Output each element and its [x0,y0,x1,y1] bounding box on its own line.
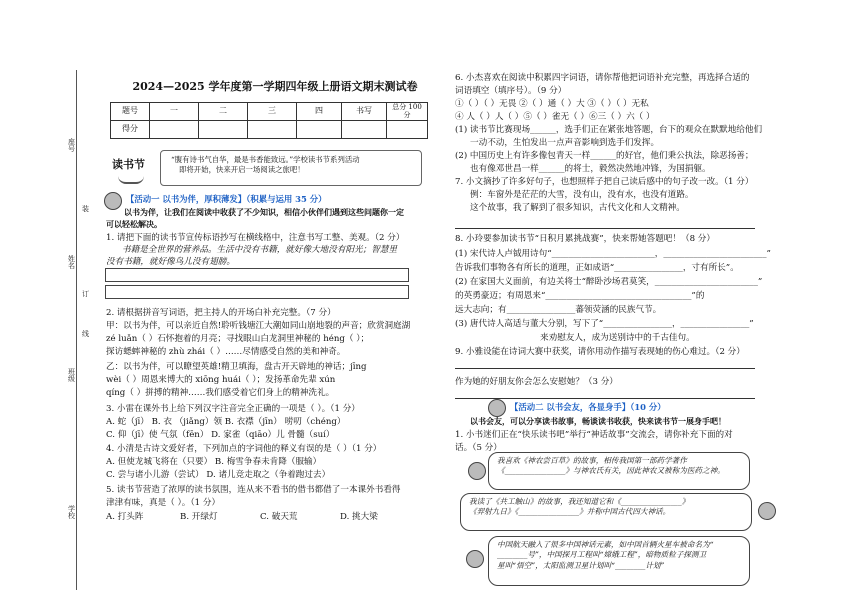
question-7-text: 这个故事，我了解到了很多知识，古代文化和人文精神。 [470,203,685,213]
student-avatar-icon [468,462,486,480]
question-6-words: ①（ ）（ ）无畏 ②（ ）通（ ）大 ③（ ）（ ）无私 [455,99,649,109]
copy-writing-grid[interactable] [105,285,409,299]
score-table [110,102,428,139]
question-1: 1. 请把下面的读书节宣传标语抄写在横线格中，注意书写工整、美观。（2 分） [106,233,405,243]
question-6-sentence: 也有像邓世昌一样______的将士，毅然决然地冲锋，为国捐躯。 [470,164,711,174]
option-d[interactable]: D. 挑大梁 [340,512,378,522]
activity2-question-1: 话。（5 分） [455,443,502,453]
question-6: 词语填空（填序号）。（9 分） [455,86,567,96]
page-title: 2024—2025 学年度第一学期四年级上册语文期末测试卷 [132,80,418,93]
question-8-text: 远大志向；有________________蕃领荧涵的民族气节。 [455,305,662,315]
seal-char: 线 [81,330,90,337]
seal-char: 订 [81,290,90,297]
question-6-sentence: (2) 中国历史上有许多像包青天一样______的好官，他们秉公执法，除恶扬善； [455,151,754,161]
question-8-text: 的英勇豪迈；有周恩来“__________________________________”的 [455,291,705,301]
score-cell[interactable] [297,121,342,139]
table-row: 题号 一 二 三 四 书写 总分 100 分 [111,103,428,121]
question-4-option: C. 尝与诸小儿游（尝试） D. 诸儿竞走取之（争着跑过去） [106,470,331,480]
option-b[interactable]: B. 开绿灯 [180,512,218,522]
speech-bubble: 我读了《共工触山》的故事，我还知道它和《________________》 《羿射九日》《________________》并称中国古代四大神话。 [460,493,752,531]
name-label: 姓名 [67,255,76,269]
question-6: 6. 小杰喜欢在阅读中积累四字词语，请你帮他把词语补充完整，再选择合适的 [455,73,750,83]
question-5: 5. 读书节营造了浓厚的读书氛围，连从来不看书的借书都借了一本课外书看得 [106,485,401,495]
question-8-text: 告诉我们事物各有所长的道理，正如成语“________________，寸有所长”。 [455,263,739,273]
school-label: 学校 [67,505,76,519]
copy-writing-grid[interactable] [105,268,409,282]
question-9: 作为她的好朋友你会怎么安慰她？（3 分） [455,377,618,387]
student-avatar-icon [466,550,484,568]
question-3: 3. 小雷在课外书上给下列汉字注音完全正确的一项是（ ）。（1 分） [106,404,360,414]
question-6-sentence: 一动不动，生怕发出一点声音影响到选手们发挥。 [470,138,660,148]
activity1-intro: 以书为伴，让我们在阅读中收获了不少知识，相信小伙伴们遇到这些问题你一定 [124,207,404,217]
speech-bubble: 中国航天融入了很多中国神话元素，如中国首辆火星车被命名为“ ________号”，中国探月工程叫“嫦娥工程”，暗物质粒子探测卫 星叫“悟空”，太阳监测卫星计划叫“________计划” [488,536,750,586]
option-a[interactable]: A. 打头阵 [106,512,144,522]
question-4: 4. 小清是古诗文爱好者，下列加点的字词他的释义有误的是（ ）（1 分） [106,444,382,454]
binding-line [76,70,77,590]
question-2-text: qíng（ ）拼搏的精神……我们感受着它们身上的精神洗礼。 [106,388,335,398]
question-6-sentence: (1) 读书节比赛现场______，选手们正在紧张地答题，台下的观众在默默地给他们 [455,125,763,135]
question-8-text: 来劝慰友人，成为送别诗中的千古佳句。 [540,333,695,343]
question-8-text: (3) 唐代诗人高适与董大分别，写下了“________________，________________” [455,319,754,329]
activity2-question-1: 1. 小书迷们正在“快乐读书吧”举行“神话故事”交流会，请你补充下面的对 [455,430,733,440]
question-8-text: (2) 在家国大义面前，有边关将士“醉卧沙场君莫笑，________________________” [455,277,763,287]
activity2-intro: 以书会友，可以分享读书故事，畅谈读书收获，快来读书节一展身手吧！ [470,416,726,426]
student-avatar-icon [758,502,776,520]
question-2-text: zé luǎn（ ）石怀抱着的月亮；寻找眼山白龙洞里神秘的 héng（ ）； [106,334,370,344]
seal-char: 装 [81,205,90,212]
question-7: 7. 小文摘抄了许多好句子，也想照样子把自己读后感中的句子改一改。（1 分） [455,177,754,187]
question-8-text: (1) 宋代诗人卢钺用诗句“________________________，________________________” [455,249,771,259]
question-3-option: A. 蛇（jī） B. 衣 （jiǎng）领 B. 衣襟（jīn） 唠叨（chéng） [106,417,346,427]
activity1-title: 【活动一 以书为伴，厚积薄发】（积累与运用 35 分） [126,194,327,204]
question-3-option: C. 仰（jī）使 气氛（fēn） D. 家雀（qiāo）儿 骨髓（suí） [106,430,335,440]
speech-bubble: 我喜欢《神农尝百草》的故事，相传我国第一部药学著作 《________________》与神农氏有关，因此神农又被称为医药之神。 [488,452,750,490]
teacher-avatar-icon [104,192,122,210]
question-2-text: 乙：以书为伴，可以瞭望英雄!精卫填海，盘古开天辟地的神话；jīng [106,362,367,372]
question-2-text: wèi（ ）周恩来博大的 xiōng huái（ ）；发扬革命先辈 xún [106,375,336,385]
score-cell[interactable] [342,121,387,139]
activity2-title: 【活动二 以书会友，各显身手】（10 分） [510,402,666,412]
slogan-text: 没有书籍，就好像鸟儿没有翅膀。 [106,257,235,267]
question-8: 8. 小玲要参加读书节“日积月累挑战赛”，快来帮她答题吧！（8 分） [455,234,715,244]
score-cell[interactable] [248,121,297,139]
question-9: 9. 小雅设能在诗词大赛中获奖，请你用动作描写表现她的伤心难过。（2 分） [455,347,745,357]
question-6-words: ④ 人（ ）人（ ）⑤（ ）雀无（ ）⑥三（ ）六（ ） [455,112,655,122]
class-label: 班级 [67,368,76,382]
score-cell[interactable] [387,121,428,139]
question-5: 津津有味，真是（ ）。（1 分） [106,498,221,508]
reading-festival-label: 读书节 [112,158,145,171]
score-cell[interactable] [150,121,199,139]
seat-label: 座号 [67,138,76,152]
book-icon [118,174,144,184]
teacher-avatar-icon [488,399,506,417]
question-7-example: 例：车窗外是茫茫的大雪，没有山，没有水，也没有道路。 [470,190,694,200]
score-cell[interactable] [199,121,248,139]
slogan-text: 书籍是全世界的营养品。生活中没有书籍，就好像大地没有阳光；智慧里 [122,245,398,255]
answer-line[interactable] [455,228,755,229]
option-c[interactable]: C. 破天荒 [260,512,298,522]
question-4-option: A. 但使龙城飞将在（只要） B. 梅雪争春未肯降（服输） [106,457,322,467]
answer-line[interactable] [455,368,755,369]
question-2-text: 探访蟋蟀神秘的 zhù zhái（ ）……尽情感受自然的美和神奇。 [106,347,346,357]
table-row: 得分 [111,121,428,139]
activity1-intro: 可以轻松解决。 [106,219,162,229]
question-2: 2. 请根据拼音写词语，把主持人的开场白补充完整。（7 分） [106,308,336,318]
festival-banner: “腹有诗书气自华，最是书香能致远。”学校读书节系列活动 即将开始，快来开启一场阅读之旅吧！ [160,150,422,186]
question-2-text: 甲：以书为伴，可以亲近自然!聆听钱塘江大潮如同山崩地裂的声音；欣赏洞庭湖 [106,321,411,331]
